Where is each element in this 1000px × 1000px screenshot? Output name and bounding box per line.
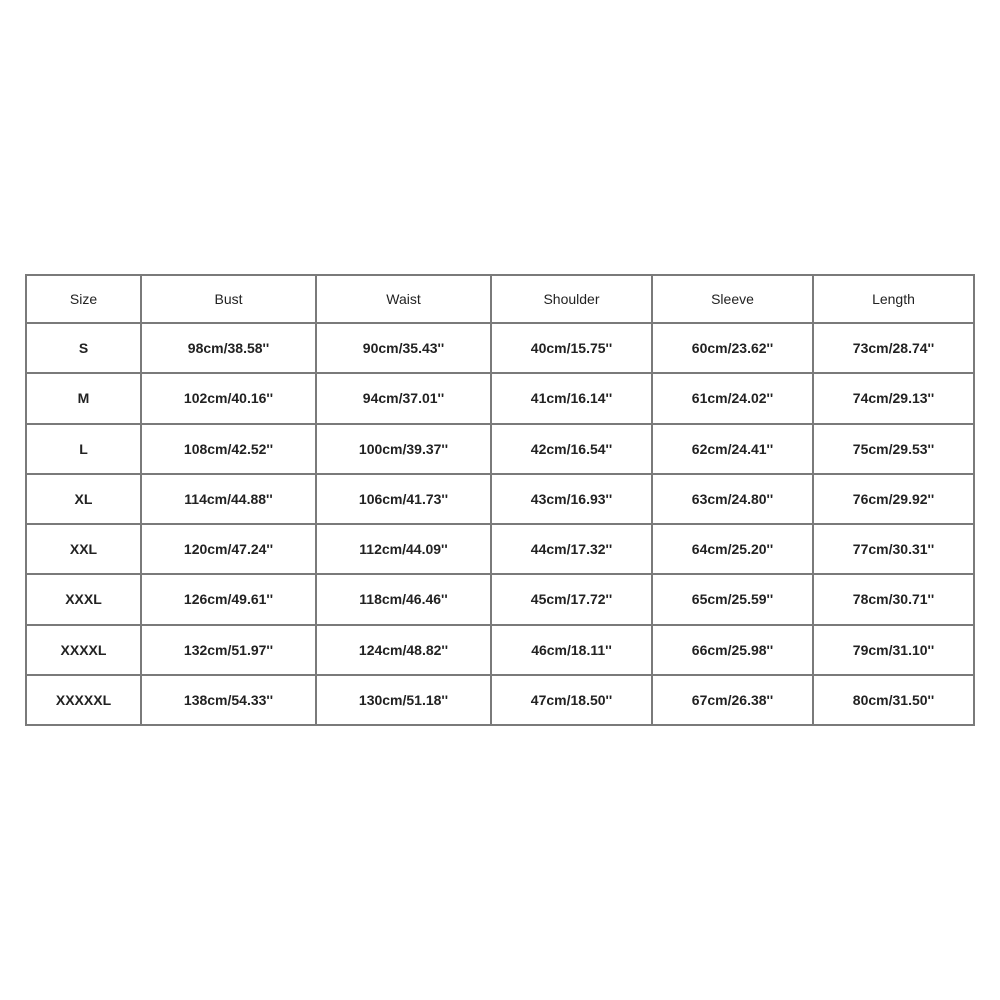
- cell-sleeve: 65cm/25.59'': [652, 574, 813, 624]
- cell-sleeve: 67cm/26.38'': [652, 675, 813, 725]
- cell-waist: 90cm/35.43'': [316, 323, 491, 373]
- cell-waist: 130cm/51.18'': [316, 675, 491, 725]
- cell-bust: 102cm/40.16'': [141, 373, 316, 423]
- cell-length: 76cm/29.92'': [813, 474, 974, 524]
- cell-sleeve: 66cm/25.98'': [652, 625, 813, 675]
- cell-size: S: [26, 323, 141, 373]
- table-row: [26, 524, 974, 574]
- cell-bust: 120cm/47.24'': [141, 524, 316, 574]
- cell-shoulder: 41cm/16.14'': [491, 373, 652, 423]
- cell-size: XXXXL: [26, 625, 141, 675]
- cell-length: 75cm/29.53'': [813, 424, 974, 474]
- cell-waist: 106cm/41.73'': [316, 474, 491, 524]
- size-table: [25, 274, 975, 726]
- cell-bust: 138cm/54.33'': [141, 675, 316, 725]
- cell-size: XXL: [26, 524, 141, 574]
- cell-length: 73cm/28.74'': [813, 323, 974, 373]
- cell-sleeve: 60cm/23.62'': [652, 323, 813, 373]
- cell-shoulder: 45cm/17.72'': [491, 574, 652, 624]
- cell-waist: 94cm/37.01'': [316, 373, 491, 423]
- cell-length: 80cm/31.50'': [813, 675, 974, 725]
- cell-waist: 112cm/44.09'': [316, 524, 491, 574]
- cell-bust: 108cm/42.52'': [141, 424, 316, 474]
- cell-bust: 114cm/44.88'': [141, 474, 316, 524]
- cell-bust: 98cm/38.58'': [141, 323, 316, 373]
- cell-shoulder: 40cm/15.75'': [491, 323, 652, 373]
- cell-length: 78cm/30.71'': [813, 574, 974, 624]
- table-row: [26, 474, 974, 524]
- cell-sleeve: 61cm/24.02'': [652, 373, 813, 423]
- table-row: [26, 574, 974, 624]
- header-bust: Bust: [141, 275, 316, 323]
- header-size: Size: [26, 275, 141, 323]
- cell-bust: 126cm/49.61'': [141, 574, 316, 624]
- cell-size: L: [26, 424, 141, 474]
- size-chart: [25, 274, 975, 726]
- table-row: [26, 424, 974, 474]
- cell-size: XXXL: [26, 574, 141, 624]
- header-waist: Waist: [316, 275, 491, 323]
- cell-length: 74cm/29.13'': [813, 373, 974, 423]
- table-row: [26, 625, 974, 675]
- cell-bust: 132cm/51.97'': [141, 625, 316, 675]
- cell-waist: 124cm/48.82'': [316, 625, 491, 675]
- cell-length: 77cm/30.31'': [813, 524, 974, 574]
- table-row: [26, 323, 974, 373]
- cell-length: 79cm/31.10'': [813, 625, 974, 675]
- cell-sleeve: 64cm/25.20'': [652, 524, 813, 574]
- cell-size: M: [26, 373, 141, 423]
- table-row: [26, 373, 974, 423]
- cell-size: XXXXXL: [26, 675, 141, 725]
- size-table-body: [26, 323, 974, 725]
- cell-shoulder: 46cm/18.11'': [491, 625, 652, 675]
- header-row: [26, 275, 974, 323]
- table-row: [26, 675, 974, 725]
- cell-sleeve: 62cm/24.41'': [652, 424, 813, 474]
- header-length: Length: [813, 275, 974, 323]
- header-sleeve: Sleeve: [652, 275, 813, 323]
- cell-waist: 118cm/46.46'': [316, 574, 491, 624]
- cell-shoulder: 47cm/18.50'': [491, 675, 652, 725]
- cell-shoulder: 43cm/16.93'': [491, 474, 652, 524]
- cell-shoulder: 44cm/17.32'': [491, 524, 652, 574]
- cell-shoulder: 42cm/16.54'': [491, 424, 652, 474]
- cell-size: XL: [26, 474, 141, 524]
- header-shoulder: Shoulder: [491, 275, 652, 323]
- cell-waist: 100cm/39.37'': [316, 424, 491, 474]
- cell-sleeve: 63cm/24.80'': [652, 474, 813, 524]
